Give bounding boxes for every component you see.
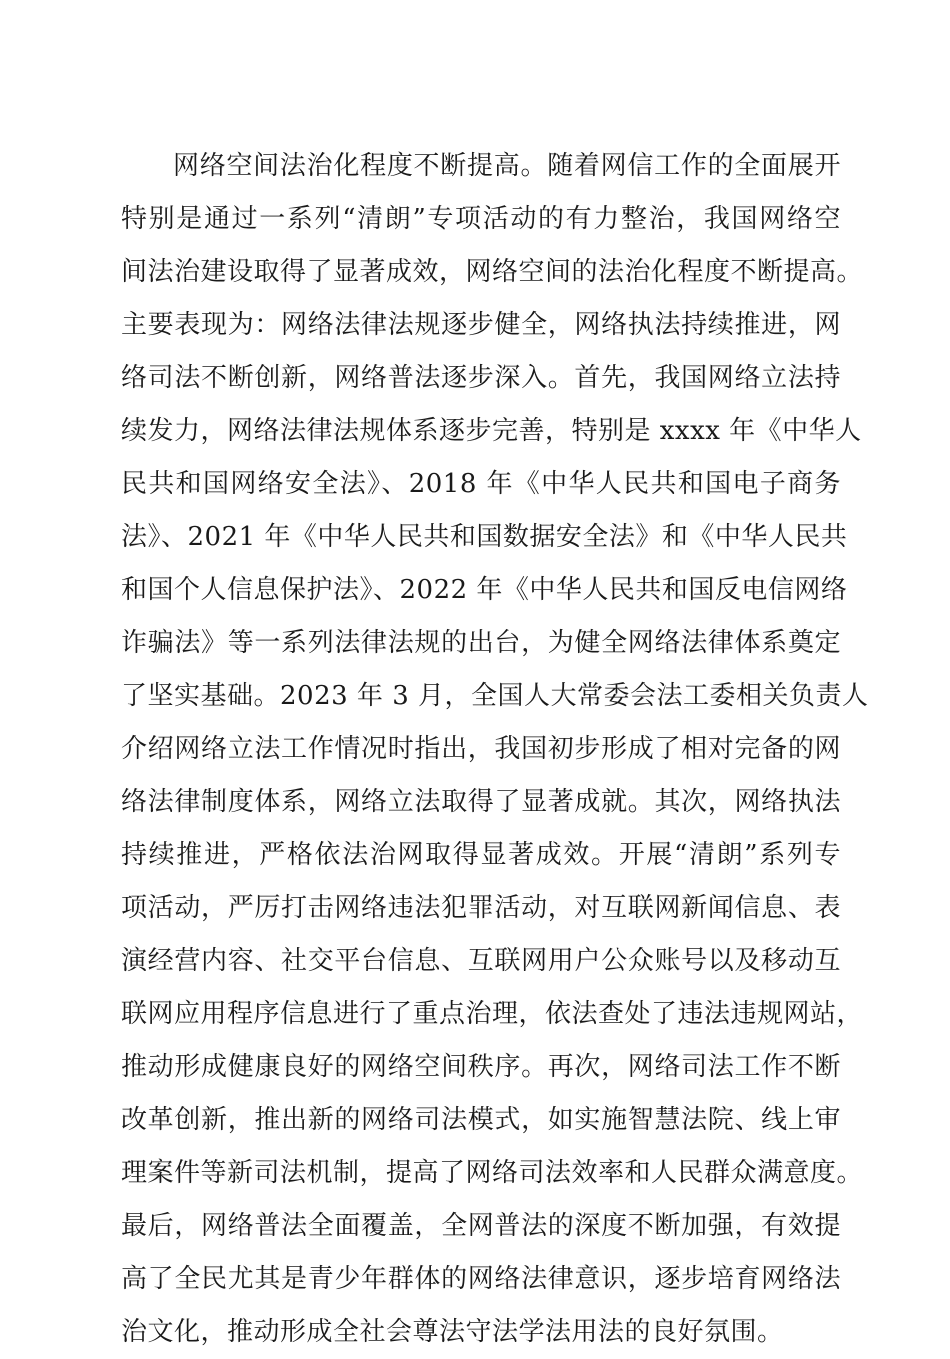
body-paragraph bbox=[121, 140, 869, 1359]
text-line: 法》、2021 年《中华人民共和国数据安全法》和《中华人民共 bbox=[121, 522, 848, 552]
text-line: 续发力，网络法律法规体系逐步完善，特别是 xxxx 年《中华人 bbox=[121, 416, 862, 446]
text-line: 演经营内容、社交平台信息、互联网用户公众账号以及移动互 bbox=[121, 946, 841, 976]
text-line: 治文化，推动形成全社会尊法守法学法用法的良好氛围。 bbox=[121, 1317, 784, 1347]
text-line: 推动形成健康良好的网络空间秩序。再次，网络司法工作不断 bbox=[121, 1052, 841, 1082]
text-line: 主要表现为：网络法律法规逐步健全，网络执法持续推进，网 bbox=[121, 310, 841, 340]
text-line: 和国个人信息保护法》、2022 年《中华人民共和国反电信网络 bbox=[121, 575, 848, 605]
text-line: 络司法不断创新，网络普法逐步深入。首先，我国网络立法持 bbox=[121, 363, 841, 393]
text-line: 项活动，严厉打击网络违法犯罪活动，对互联网新闻信息、表 bbox=[121, 893, 841, 923]
text-line: 网络空间法治化程度不断提高。随着网信工作的全面展开 bbox=[173, 151, 841, 181]
text-line: 民共和国网络安全法》、2018 年《中华人民共和国电子商务 bbox=[121, 469, 841, 499]
text-line: 持续推进，严格依法治网取得显著成效。开展“清朗”系列专 bbox=[121, 840, 841, 870]
text-line: 特别是通过一系列“清朗”专项活动的有力整治，我国网络空 bbox=[121, 204, 841, 234]
text-line: 联网应用程序信息进行了重点治理，依法查处了违法违规网站， bbox=[121, 999, 864, 1029]
text-line: 诈骗法》等一系列法律法规的出台，为健全网络法律体系奠定 bbox=[121, 628, 841, 658]
text-line: 了坚实基础。2023 年 3 月，全国人大常委会法工委相关负责人 bbox=[121, 681, 869, 711]
text-line: 最后，网络普法全面覆盖，全网普法的深度不断加强，有效提 bbox=[121, 1211, 841, 1241]
text-line: 高了全民尤其是青少年群体的网络法律意识，逐步培育网络法 bbox=[121, 1264, 841, 1294]
text-line: 理案件等新司法机制，提高了网络司法效率和人民群众满意度。 bbox=[121, 1158, 864, 1188]
text-line: 改革创新，推出新的网络司法模式，如实施智慧法院、线上审 bbox=[121, 1105, 841, 1135]
text-line: 介绍网络立法工作情况时指出，我国初步形成了相对完备的网 bbox=[121, 734, 841, 764]
text-line: 间法治建设取得了显著成效，网络空间的法治化程度不断提高。 bbox=[121, 257, 864, 287]
text-line: 络法律制度体系，网络立法取得了显著成就。其次，网络执法 bbox=[121, 787, 841, 817]
